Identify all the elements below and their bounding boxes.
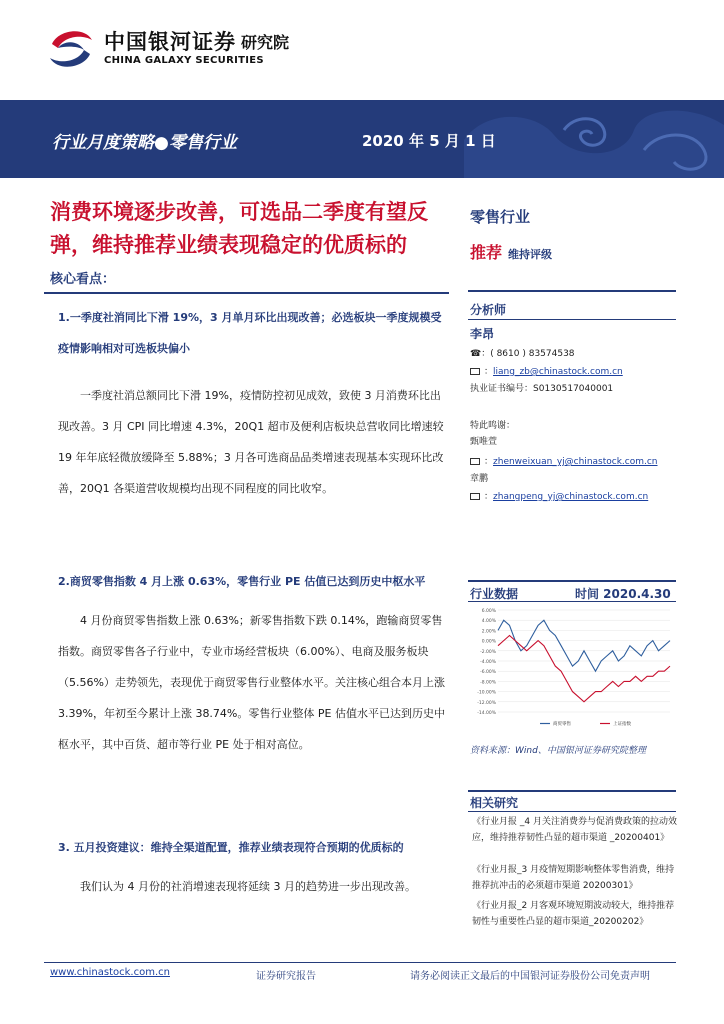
divider <box>468 580 676 582</box>
y-tick-label: 2.00% <box>481 629 496 635</box>
thanks-name-1: 甄唯萱 <box>470 437 498 447</box>
thanks-name-2: 章鹏 <box>470 474 489 484</box>
related-research-item[interactable]: 《行业月报 _4 月关注消费券与促消费政策的拉动效应，维持推荐韧性凸显的超市渠道 _20200401》 <box>472 817 677 843</box>
footer-website-link[interactable]: www.chinastock.com.cn <box>50 967 170 978</box>
thanks-email-row-2: ：zhangpeng_yj@chinastock.com.cn <box>470 489 675 502</box>
legend-label: 商贸零售 <box>553 722 571 727</box>
legend-label: 上证指数 <box>613 722 631 727</box>
y-tick-label: -14.00% <box>477 711 496 716</box>
y-tick-label: 0.00% <box>481 639 496 645</box>
thanks-label: 特此鸣谢： <box>470 421 516 431</box>
core-points-label: 核心看点： <box>50 272 116 287</box>
report-headline: 消费环境逐步改善，可选品二季度有望反弹，维持推荐业绩表现稳定的优质标的 <box>50 200 428 257</box>
industry-data-heading: 行业数据 <box>470 587 519 601</box>
thanks-email-row-1: ：zhenweixuan_yj@chinastock.com.cn <box>470 454 675 467</box>
series-line-0 <box>498 620 670 671</box>
y-tick-label: 4.00% <box>481 619 496 625</box>
email-icon <box>470 493 480 500</box>
rating <box>470 240 675 263</box>
point-2-text: 4 月份商贸零售指数上涨 0.63%；新零售指数下跌 0.14%，跑输商贸零售指数。商贸零售各子行业中，专业市场经营板块（6.00%）、电商及服务板块（5.56%）走势领先，表现优于商贸零售行业整体水平。关注核心组合本月上涨 3.39%，年初至今累计上涨 38.74%。零售行业整体 PE 估值水平已达到历史中枢水平，其中百货、超市等行业 PE 处于相对高位。 <box>58 614 445 751</box>
y-tick-label: -4.00% <box>480 660 496 665</box>
report-series-title: 行业月度策略●零售行业 <box>52 133 237 153</box>
y-tick-label: -2.00% <box>480 649 496 655</box>
logo-chinese-name: 中国银河证券 <box>104 30 236 54</box>
y-tick-label: -6.00% <box>480 670 496 676</box>
galaxy-logo-icon <box>44 22 98 76</box>
y-tick-label: -10.00% <box>477 690 496 696</box>
analyst-email-row: ：liang_zb@chinastock.com.cn <box>470 364 675 377</box>
point-2-heading: 2.商贸零售指数 4 月上涨 0.63%，零售行业 PE 估值已达到历史中枢水平 <box>58 575 426 588</box>
report-banner <box>0 100 724 178</box>
related-research-item[interactable]: 《行业月报_3 月疫情短期影响整体零售消费，维持推荐抗冲击的必须超市渠道 20200301》 <box>472 865 675 891</box>
industry-data-time: 时间 2020.4.30 <box>575 587 671 601</box>
email-icon <box>470 368 480 375</box>
divider <box>468 790 676 792</box>
logo-institute-label: 研究院 <box>241 33 290 52</box>
email-icon <box>470 458 480 465</box>
point-3-heading: 3. 五月投资建议：维持全渠道配置，推荐业绩表现符合预期的优质标的 <box>58 841 404 854</box>
analyst-heading: 分析师 <box>470 303 507 317</box>
analyst-name: 李昂 <box>470 327 495 341</box>
rating-sub: 维持评级 <box>508 248 553 261</box>
company-logo <box>44 20 314 80</box>
y-tick-label: -12.00% <box>477 700 496 706</box>
series-line-1 <box>498 636 670 702</box>
analyst-phone: ☎：( 8610 ) 83574538 <box>470 349 575 359</box>
rating-main: 推荐 <box>470 243 503 262</box>
footer-divider <box>44 962 676 963</box>
footer-report-type: 证券研究报告 <box>256 971 316 982</box>
divider <box>468 319 676 320</box>
thanks-email-link-1[interactable]: zhenweixuan_yj@chinastock.com.cn <box>493 457 658 467</box>
divider <box>44 292 449 294</box>
thanks-email-link-2[interactable]: zhangpeng_yj@chinastock.com.cn <box>493 492 649 502</box>
point-3-text: 我们认为 4 月份的社消增速表现将延续 3 月的趋势进一步出现改善。 <box>80 880 416 893</box>
related-research-heading: 相关研究 <box>470 796 519 810</box>
y-tick-label: 6.00% <box>481 609 496 614</box>
divider <box>468 811 676 812</box>
industry-label: 零售行业 <box>470 208 531 226</box>
y-tick-label: -8.00% <box>480 680 496 686</box>
divider <box>468 601 676 602</box>
report-date: 2020 年 5 月 1 日 <box>362 132 496 150</box>
industry-chart <box>470 604 675 734</box>
line-chart <box>470 604 675 734</box>
footer-disclaimer: 请务必阅读正文最后的中国银河证券股份公司免责声明 <box>410 971 650 982</box>
logo-english-name: CHINA GALAXY SECURITIES <box>104 55 264 66</box>
chart-source: 资料来源：Wind、中国银河证券研究院整理 <box>470 746 646 756</box>
analyst-email-link[interactable]: liang_zb@chinastock.com.cn <box>493 367 623 377</box>
related-research-item[interactable]: 《行业月报_2 月客观环境短期波动较大，维持推荐韧性与重要性凸显的超市渠道_20200202》 <box>472 901 675 927</box>
divider <box>468 290 676 292</box>
point-1-heading: 1.一季度社消同比下滑 19%，3 月单月环比出现改善；必选板块一季度规模受疫情影响相对可选板块偏小 <box>58 311 442 355</box>
point-1-text: 一季度社消总额同比下滑 19%，疫情防控初见成效，致使 3 月消费环比出现改善。3 月 CPI 同比增速 4.3%，20Q1 超市及便利店板块总营收同比增速较 19 年年底轻微放缓降至 5.88%；3 月各可选商品品类增速表现基本实现环比改善，20Q1 各渠道营收规模均出现不同程度的同比收窄。 <box>58 389 444 495</box>
analyst-cert: 执业证书编号：S0130517040001 <box>470 384 614 394</box>
